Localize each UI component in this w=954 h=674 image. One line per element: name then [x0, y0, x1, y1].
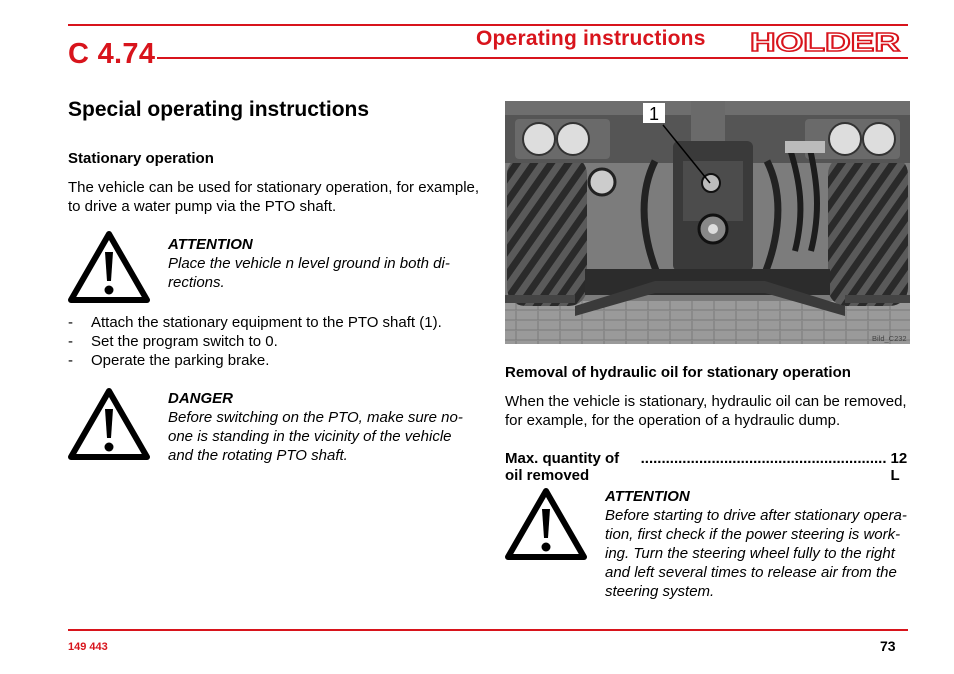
callout-number: 1: [648, 104, 660, 124]
header-top-rule: [68, 24, 908, 26]
attention-line: rections.: [168, 274, 225, 291]
page-number: 73: [880, 638, 896, 654]
step-text: Set the program switch to 0.: [91, 333, 278, 350]
danger-line: Before switching on the PTO, make sure no-: [168, 409, 463, 426]
holder-logo: [749, 29, 901, 55]
danger-triangle-icon: [68, 387, 150, 461]
attention-line: and left several times to release air from the: [605, 564, 897, 581]
document-number: 149 443: [68, 641, 108, 653]
warning-triangle-icon: [68, 230, 150, 304]
pto-shaft-photo: [505, 101, 910, 344]
attention-line: tion, first check if the power steering is work-: [605, 526, 901, 543]
step-text: Operate the parking brake.: [91, 352, 270, 369]
header-title: Operating instructions: [476, 27, 706, 50]
list-item: - Attach the stationary equipment to the PTO shaft (1).: [68, 314, 442, 331]
danger-line: one is standing in the vicinity of the vehicle: [168, 428, 452, 445]
danger-line: and the rotating PTO shaft.: [168, 447, 348, 464]
step-list: [68, 313, 442, 370]
attention-label: ATTENTION: [605, 488, 690, 505]
attention-line: steering system.: [605, 583, 715, 600]
list-item: - Operate the parking brake.: [68, 352, 270, 369]
intro-line: The vehicle can be used for stationary operation, for example,: [68, 179, 480, 196]
max-oil-label: Max. quantity of oil removed: [505, 450, 620, 484]
attention-notice-steering: [605, 487, 911, 601]
pto-shaft-illustration: [505, 101, 910, 344]
page-heading: Special operating instructions: [68, 98, 370, 121]
hydraulic-line: for example, for the operation of a hydraulic dump.: [505, 412, 841, 429]
max-oil-leader: ...........................................................: [640, 450, 887, 467]
step-text: Attach the stationary equipment to the PTO shaft (1).: [91, 314, 442, 331]
attention-notice: [168, 235, 474, 292]
attention-label: ATTENTION: [168, 236, 253, 253]
section-code: C 4.74: [68, 38, 156, 70]
hydraulic-line: When the vehicle is stationary, hydraulic oil can be removed,: [505, 393, 907, 410]
attention-line: Before starting to drive after stationary opera-: [605, 507, 907, 524]
danger-notice: [168, 389, 474, 465]
footer-rule: [68, 629, 908, 631]
intro-line: to drive a water pump via the PTO shaft.: [68, 198, 337, 215]
danger-label: DANGER: [168, 390, 234, 407]
warning-triangle-icon: [505, 487, 587, 561]
attention-line: ing. Turn the steering wheel fully to the right: [605, 545, 895, 562]
hydraulic-paragraph: [505, 392, 907, 430]
header-bottom-rule: [157, 57, 908, 59]
max-oil-row: [505, 450, 910, 484]
max-oil-value: 12 L: [890, 450, 908, 484]
holder-logo-text: HOLDER: [750, 27, 901, 57]
attention-line: Place the vehicle n level ground in both di-: [168, 255, 450, 272]
figure-caption: Bild_C232: [872, 334, 907, 343]
subheading-stationary: Stationary operation: [68, 150, 214, 167]
list-item: - Set the program switch to 0.: [68, 333, 278, 350]
intro-paragraph: [68, 178, 479, 216]
subheading-hydraulic-oil: Removal of hydraulic oil for stationary operation: [505, 364, 851, 381]
